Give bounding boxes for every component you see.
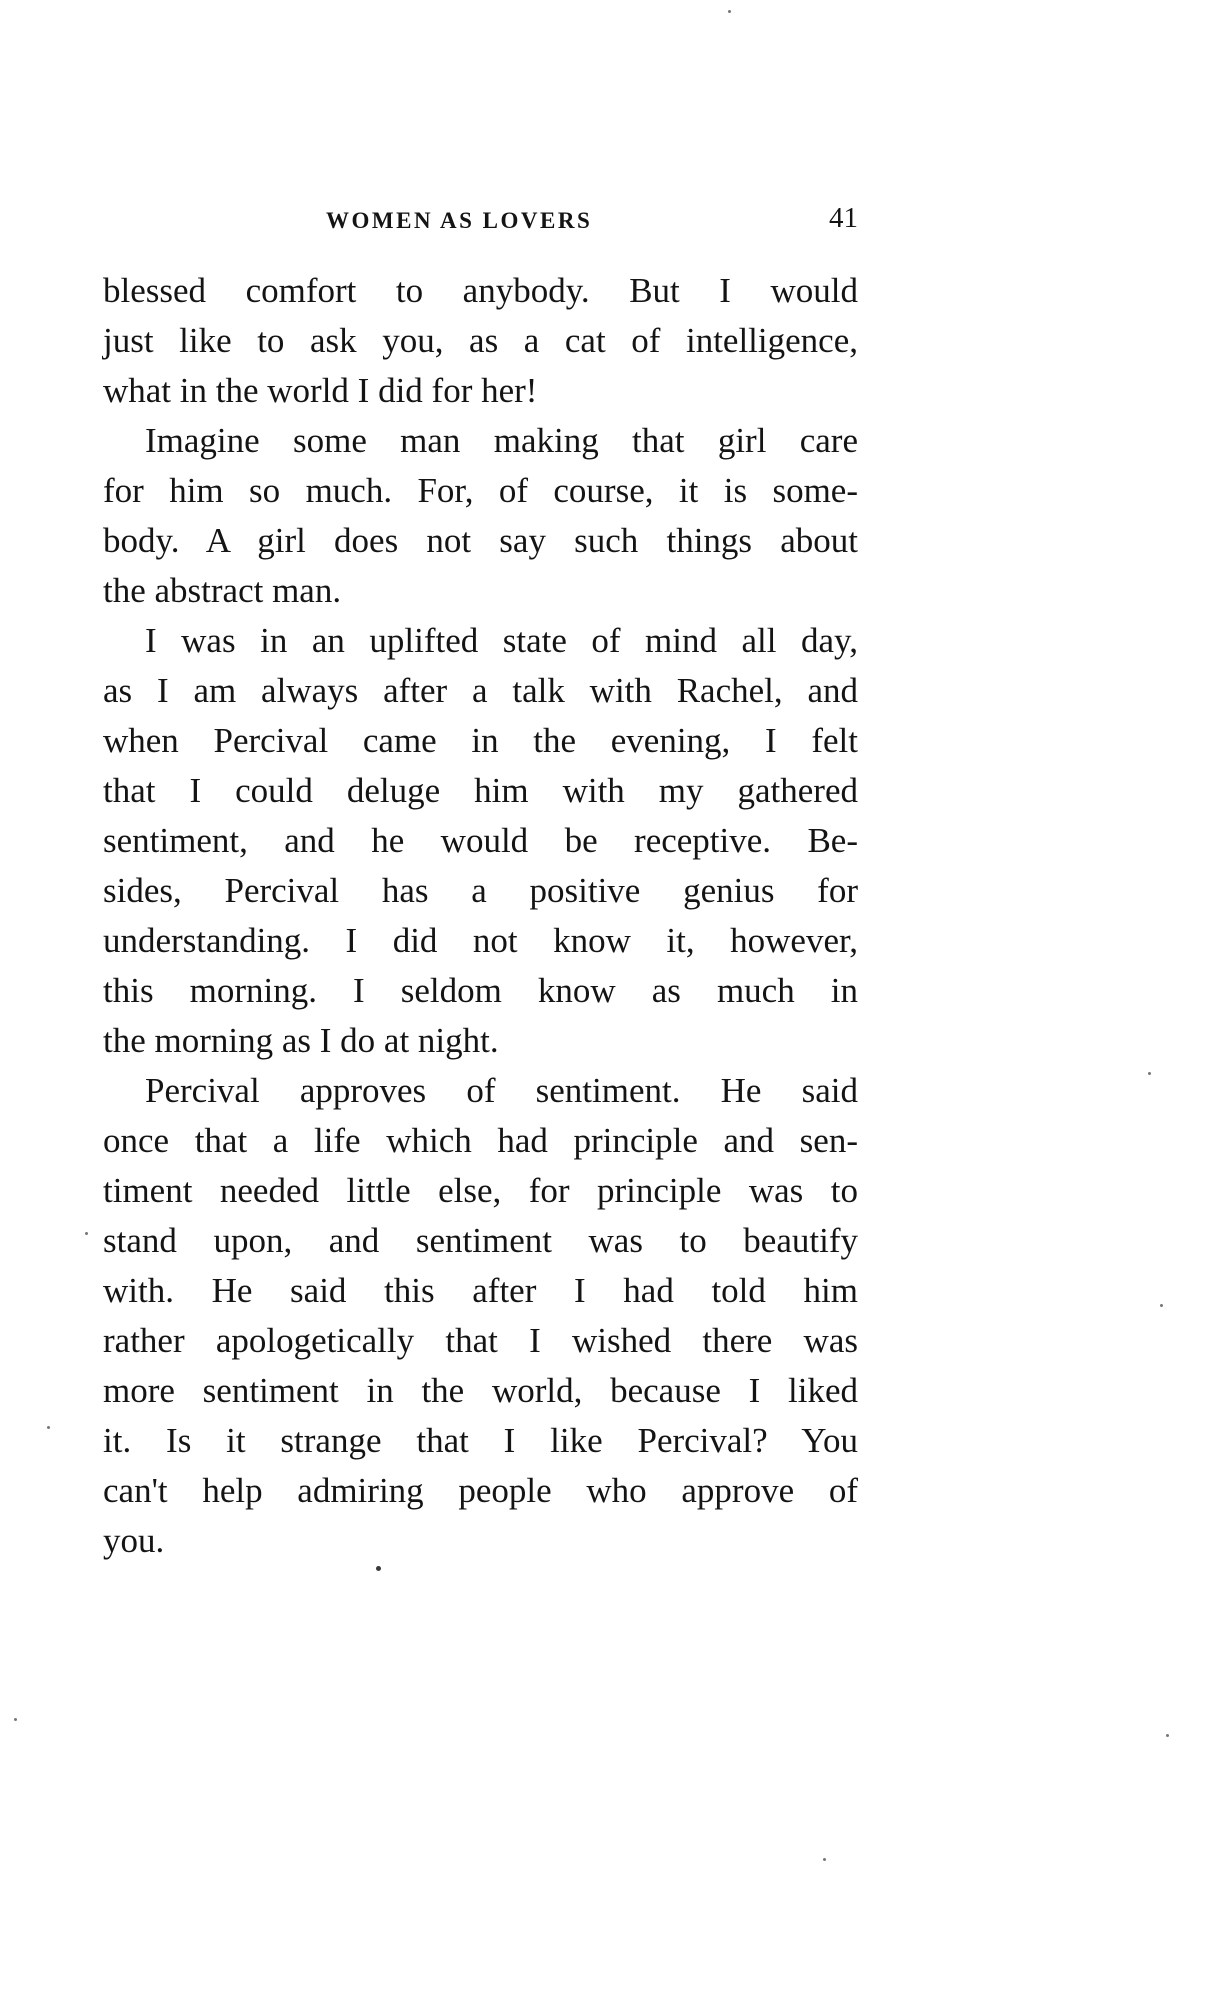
text-line: body. A girl does not say such things about — [103, 521, 858, 560]
page-number: 41 — [829, 202, 858, 234]
text-line: stand upon, and sentiment was to beautify — [103, 1221, 858, 1260]
text-line: the morning as I do at night. — [103, 1021, 499, 1060]
ink-speck — [47, 1426, 50, 1429]
text-line: when Percival came in the evening, I felt — [103, 721, 858, 760]
text-line: once that a life which had principle and sen- — [103, 1121, 858, 1160]
running-head — [103, 200, 858, 240]
text-line: with. He said this after I had told him — [103, 1271, 858, 1310]
text-line: I was in an uplifted state of mind all day, — [145, 621, 858, 660]
text-line: just like to ask you, as a cat of intelligence, — [103, 321, 858, 360]
text-line: Imagine some man making that girl care — [145, 421, 858, 460]
text-line: Percival approves of sentiment. He said — [145, 1071, 858, 1110]
text-line: can't help admiring people who approve of — [103, 1471, 858, 1510]
ink-speck — [14, 1718, 17, 1721]
text-line: as I am always after a talk with Rachel, and — [103, 671, 858, 710]
text-line: blessed comfort to anybody. But I would — [103, 271, 858, 310]
ink-speck — [1160, 1304, 1163, 1307]
text-line: sides, Percival has a positive genius for — [103, 871, 858, 910]
text-line: for him so much. For, of course, it is some- — [103, 471, 858, 510]
text-line: you. — [103, 1521, 165, 1560]
text-line: it. Is it strange that I like Percival? You — [103, 1421, 858, 1460]
text-line: timent needed little else, for principle was to — [103, 1171, 858, 1210]
ink-speck — [823, 1858, 826, 1861]
text-line: that I could deluge him with my gathered — [103, 771, 858, 810]
text-line: more sentiment in the world, because I liked — [103, 1371, 858, 1410]
text-line: this morning. I seldom know as much in — [103, 971, 858, 1010]
running-title: WOMEN AS LOVERS — [326, 208, 593, 233]
ink-speck — [1148, 1072, 1151, 1075]
body-text — [103, 266, 858, 1566]
text-line: sentiment, and he would be receptive. Be- — [103, 821, 858, 860]
text-line: the abstract man. — [103, 571, 342, 610]
ink-speck — [85, 1232, 88, 1235]
ink-speck — [1166, 1734, 1169, 1737]
ink-speck — [728, 10, 731, 13]
text-line: what in the world I did for her! — [103, 371, 538, 410]
text-line: understanding. I did not know it, however, — [103, 921, 858, 960]
text-line: rather apologetically that I wished there was — [103, 1321, 858, 1360]
ink-speck — [376, 1566, 381, 1571]
